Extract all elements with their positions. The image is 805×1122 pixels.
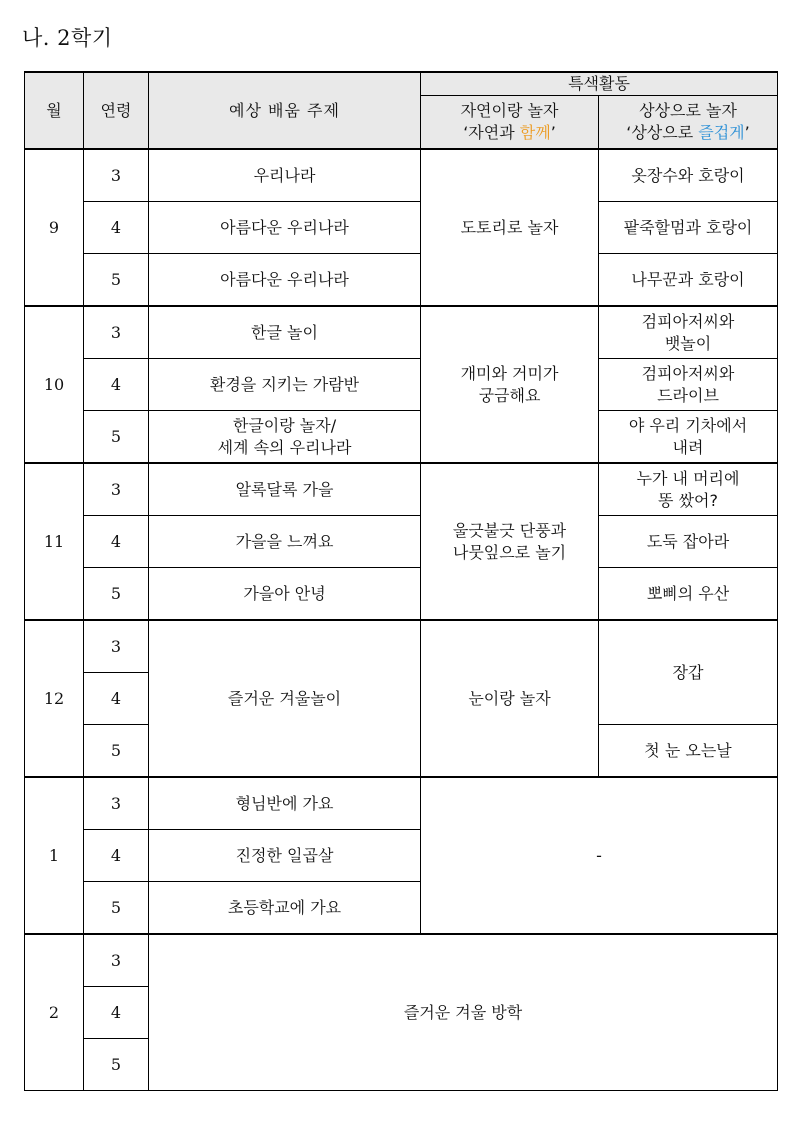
header-nature bbox=[421, 96, 599, 150]
header-nature-title: 자연이랑 놀자 bbox=[460, 101, 559, 120]
topic-cell: 초등학교에 가요 bbox=[149, 882, 421, 935]
nature-activity-cell: 도토리로 놀자 bbox=[421, 149, 599, 306]
schedule-table bbox=[24, 71, 778, 1091]
imagine-activity-cell: 도둑 잡아라 bbox=[599, 516, 778, 568]
nature-activity-cell: 개미와 거미가 궁금해요 bbox=[421, 306, 599, 463]
age-cell: 4 bbox=[84, 359, 149, 411]
imagine-activity-cell: 야 우리 기차에서 내려 bbox=[599, 411, 778, 464]
imagine-activity-cell: 검피아저씨와 뱃놀이 bbox=[599, 306, 778, 359]
age-cell: 4 bbox=[84, 202, 149, 254]
table-row bbox=[25, 620, 778, 673]
header-topic: 예상 배움 주제 bbox=[149, 72, 421, 149]
topic-cell: 아름다운 우리나라 bbox=[149, 254, 421, 307]
table-row bbox=[25, 411, 778, 464]
age-cell: 3 bbox=[84, 620, 149, 673]
topic-cell: 우리나라 bbox=[149, 149, 421, 202]
header-age: 연령 bbox=[84, 72, 149, 149]
header-imagine-title: 상상으로 놀자 bbox=[639, 101, 737, 120]
imagine-activity-cell: 첫 눈 오는날 bbox=[599, 725, 778, 778]
imagine-activity-cell: 뽀삐의 우산 bbox=[599, 568, 778, 621]
age-cell: 3 bbox=[84, 463, 149, 516]
topic-cell: 진정한 일곱살 bbox=[149, 830, 421, 882]
topic-cell: 즐거운 겨울놀이 bbox=[149, 620, 421, 777]
age-cell: 4 bbox=[84, 673, 149, 725]
special-activity-cell: - bbox=[421, 777, 778, 934]
header-month: 월 bbox=[25, 72, 84, 149]
highlight-text: 함께 bbox=[519, 123, 551, 142]
age-cell: 5 bbox=[84, 411, 149, 464]
age-cell: 5 bbox=[84, 568, 149, 621]
age-cell: 5 bbox=[84, 882, 149, 935]
topic-cell: 한글이랑 놀자/ 세계 속의 우리나라 bbox=[149, 411, 421, 464]
table-row bbox=[25, 463, 778, 516]
header-nature-sub: ‘자연과 함께’ bbox=[463, 123, 556, 142]
age-cell: 5 bbox=[84, 725, 149, 778]
age-cell: 4 bbox=[84, 516, 149, 568]
topic-cell: 아름다운 우리나라 bbox=[149, 202, 421, 254]
month-cell: 9 bbox=[25, 149, 84, 306]
age-cell: 3 bbox=[84, 149, 149, 202]
table-row bbox=[25, 777, 778, 830]
month-cell: 10 bbox=[25, 306, 84, 463]
age-cell: 4 bbox=[84, 987, 149, 1039]
imagine-activity-cell: 누가 내 머리에 똥 쌌어? bbox=[599, 463, 778, 516]
highlight-text: 즐겁게 bbox=[698, 123, 745, 142]
vacation-cell: 즐거운 겨울 방학 bbox=[149, 934, 778, 1091]
imagine-activity-cell: 나무꾼과 호랑이 bbox=[599, 254, 778, 307]
table-row bbox=[25, 568, 778, 621]
topic-cell: 알록달록 가을 bbox=[149, 463, 421, 516]
month-cell: 2 bbox=[25, 934, 84, 1091]
imagine-activity-cell: 옷장수와 호랑이 bbox=[599, 149, 778, 202]
nature-activity-cell: 울긋불긋 단풍과 나뭇잎으로 놀기 bbox=[421, 463, 599, 620]
imagine-activity-cell: 장갑 bbox=[599, 620, 778, 725]
imagine-activity-cell: 팥죽할멈과 호랑이 bbox=[599, 202, 778, 254]
topic-cell: 한글 놀이 bbox=[149, 306, 421, 359]
table-row bbox=[25, 516, 778, 568]
table-row bbox=[25, 149, 778, 202]
table-row bbox=[25, 359, 778, 411]
topic-cell: 가을아 안녕 bbox=[149, 568, 421, 621]
month-cell: 11 bbox=[25, 463, 84, 620]
age-cell: 5 bbox=[84, 1039, 149, 1091]
month-cell: 12 bbox=[25, 620, 84, 777]
age-cell: 3 bbox=[84, 934, 149, 987]
topic-cell: 환경을 지키는 가람반 bbox=[149, 359, 421, 411]
age-cell: 3 bbox=[84, 777, 149, 830]
table-row bbox=[25, 202, 778, 254]
imagine-activity-cell: 검피아저씨와 드라이브 bbox=[599, 359, 778, 411]
age-cell: 3 bbox=[84, 306, 149, 359]
topic-cell: 가을을 느껴요 bbox=[149, 516, 421, 568]
nature-activity-cell: 눈이랑 놀자 bbox=[421, 620, 599, 777]
table-row bbox=[25, 934, 778, 987]
topic-cell: 형님반에 가요 bbox=[149, 777, 421, 830]
age-cell: 4 bbox=[84, 830, 149, 882]
month-cell: 1 bbox=[25, 777, 84, 934]
header-imagine bbox=[599, 96, 778, 150]
age-cell: 5 bbox=[84, 254, 149, 307]
header-imagine-sub: ‘상상으로 즐겁게’ bbox=[626, 123, 750, 142]
header-special: 특색활동 bbox=[421, 72, 778, 96]
table-row bbox=[25, 306, 778, 359]
table-row bbox=[25, 254, 778, 307]
section-heading: 나. 2학기 bbox=[22, 26, 113, 50]
